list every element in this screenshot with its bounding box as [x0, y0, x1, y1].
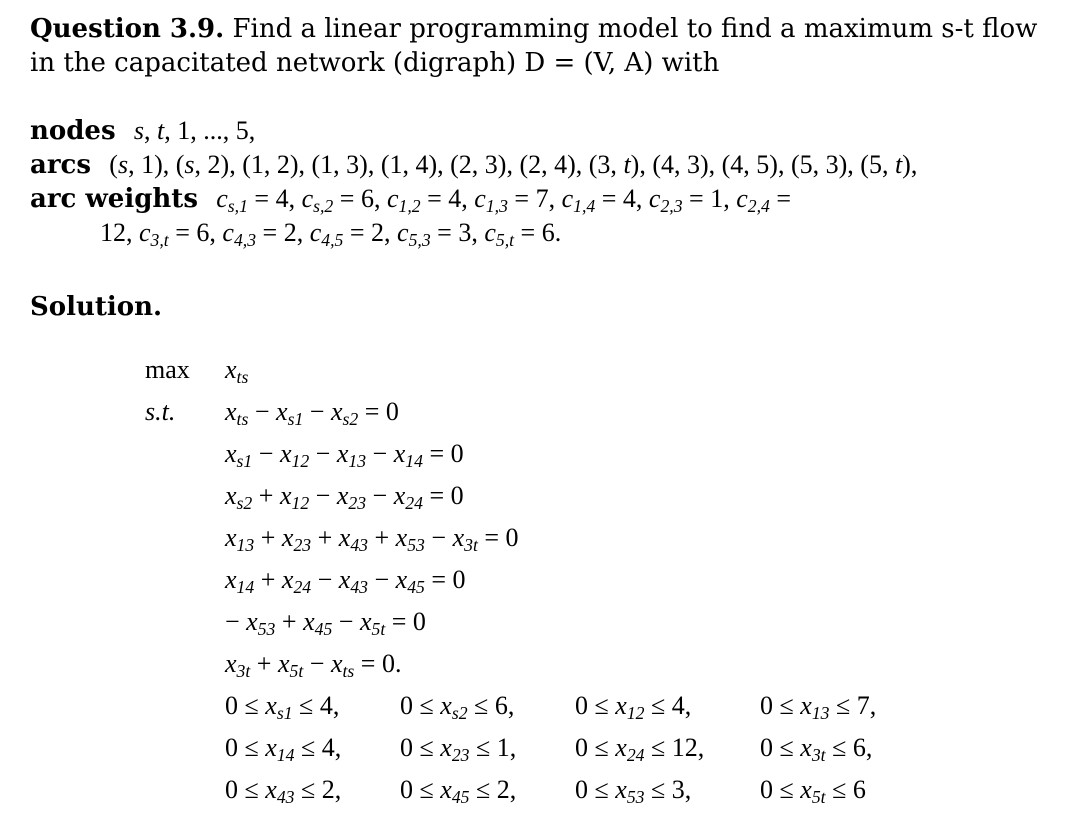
constraints-key: s.t.	[145, 397, 176, 426]
nodes-label: nodes	[30, 116, 116, 146]
variable-bound: $0 \le x_{24} \le 12$,	[575, 733, 705, 765]
constraint-expression: $x_{14} + x_{24} - x_{43} - x_{45} = 0$	[225, 565, 466, 597]
constraint-expression: $x_{ts} - x_{s1} - x_{s2} = 0$	[225, 397, 399, 429]
variable-bound: $0 \le x_{12} \le 4$,	[575, 691, 692, 723]
nodes-value: s, t, 1, ..., 5,	[133, 116, 256, 145]
weights-value-2: 12, $c_{3,t} = 6$, $c_{4,3} = 2$, $c_{4,5} = 2$, $c_{5,3} = 3$, $c_{5,t} = 6$.	[100, 218, 562, 250]
bounds-expression	[225, 733, 935, 763]
constraint-expression: $x_{13} + x_{23} + x_{43} + x_{53} - x_{3t} = 0$	[225, 523, 519, 555]
variable-bound: $0 \le x_{23} \le 1$,	[400, 733, 517, 765]
weights-line-2	[30, 216, 1070, 250]
arcs-line	[30, 148, 1070, 182]
question-label: Question 3.9.	[30, 14, 225, 44]
objective-expression: $x_{ts}$	[225, 355, 249, 387]
weights-value-1: $c_{s,1} = 4$, $c_{s,2} = 6$, $c_{1,2} = 4$, $c_{1,3} = 7$, $c_{1,4} = 4$, $c_{2,3} = 1$, $c_{2,4}$ =	[216, 184, 792, 216]
bounds-expression	[225, 691, 935, 721]
question-paragraph	[30, 12, 1060, 80]
variable-bound: $0 \le x_{3t} \le 6$,	[760, 733, 873, 765]
objective-key: max	[145, 355, 190, 384]
constraint-expression: $x_{s2} + x_{12} - x_{23} - x_{24} = 0$	[225, 481, 464, 513]
variable-bound: $0 \le x_{43} \le 2$,	[225, 775, 342, 807]
variable-bound: $0 \le x_{45} \le 2$,	[400, 775, 517, 807]
weights-line-1	[30, 182, 1070, 216]
nodes-line	[30, 114, 1070, 148]
variable-bound: $0 \le x_{s2} \le 6$,	[400, 691, 515, 723]
arcs-value: (s, 1), (s, 2), (1, 2), (1, 3), (1, 4), (2, 3), (2, 4), (3, t), (4, 3), (4, 5), (5, 3), (5, t),	[109, 150, 918, 179]
question-text: Find a linear programming model to find a maximum s-t flow in the capacitated network (digraph) D = (V, A) with	[30, 14, 1038, 78]
bounds-expression	[225, 775, 935, 805]
variable-bound: $0 \le x_{53} \le 3$,	[575, 775, 692, 807]
variable-bound: $0 \le x_{5t} \le 6$	[760, 775, 866, 807]
network-definitions	[30, 114, 1070, 250]
constraint-expression: − $x_{53} + x_{45} - x_{5t} = 0$	[225, 607, 426, 639]
variable-bound: $0 \le x_{13} \le 7$,	[760, 691, 877, 723]
arcs-label: arcs	[30, 150, 92, 180]
variable-bound: $0 \le x_{14} \le 4$,	[225, 733, 342, 765]
solution-label: Solution.	[30, 292, 163, 322]
constraint-expression: $x_{3t} + x_{5t} - x_{ts} = 0$.	[225, 649, 402, 681]
variable-bound: $0 \le x_{s1} \le 4$,	[225, 691, 340, 723]
weights-label: arc weights	[30, 184, 198, 214]
constraint-expression: $x_{s1} - x_{12} - x_{13} - x_{14} = 0$	[225, 439, 464, 471]
